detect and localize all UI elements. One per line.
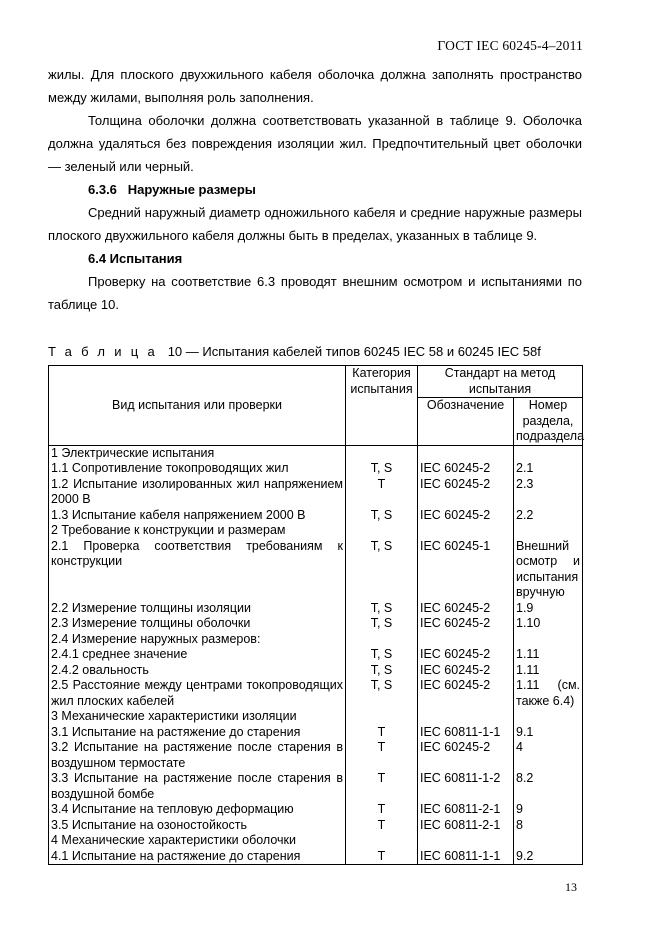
row-designation [418,833,514,849]
table-row [49,740,583,771]
row-test-name: 2.3 Измерение толщины оболочки [49,616,346,632]
table-row [49,663,583,679]
row-test-name: 2.4.1 среднее значение [49,647,346,663]
row-test-name: 3.3 Испытание на растяжение после старения в воздушной бомбе [49,771,346,802]
row-category: T, S [346,601,418,617]
header-designation: Обозначение [418,398,514,446]
table-caption [48,344,541,359]
table-row [49,833,583,849]
document-header: ГОСТ IEC 60245-4–2011 [437,38,583,53]
table-row [49,725,583,741]
row-test-name: 2.1 Проверка соответствия требованиям к конструкции [49,539,346,601]
row-designation: IEC 60811-2-1 [418,818,514,834]
table-row [49,802,583,818]
section-heading: 6.3.6 Наружные размеры [88,182,256,197]
table-row [49,632,583,648]
paragraph: жилы. Для плоского двухжильного кабеля оболочка должна заполнять пространство между жилами, выполняя роль заполнения. [48,67,582,105]
row-designation: IEC 60245-1 [418,539,514,601]
row-category: T, S [346,678,418,709]
row-category: T, S [346,647,418,663]
row-section [514,445,583,461]
row-category: T [346,818,418,834]
row-section: 2.2 [514,508,583,524]
row-section: 8.2 [514,771,583,802]
row-section: 1.10 [514,616,583,632]
row-test-name: 1.3 Испытание кабеля напряжением 2000 В [49,508,346,524]
header-category-cont [346,398,418,446]
body-text [48,63,582,316]
table-row [49,616,583,632]
row-designation: IEC 60245-2 [418,663,514,679]
row-designation: IEC 60811-1-1 [418,849,514,865]
row-section: 4 [514,740,583,771]
row-category [346,523,418,539]
paragraph: Средний наружный диаметр одножильного кабеля и средние наружные размеры плоского двухжильного кабеля должны быть в пределах, указанных в таблице 9. [48,205,582,243]
caption-text: 10 — Испытания кабелей типов 60245 IEC 58 и 60245 IEC 58f [164,344,541,359]
row-section: 9.2 [514,849,583,865]
row-designation: IEC 60245-2 [418,508,514,524]
row-category: T [346,802,418,818]
row-designation [418,445,514,461]
row-section [514,709,583,725]
table-row [49,849,583,865]
row-section: 9.1 [514,725,583,741]
row-designation: IEC 60811-1-1 [418,725,514,741]
row-category: T [346,725,418,741]
row-designation: IEC 60811-2-1 [418,802,514,818]
paragraph: Толщина оболочки должна соответствовать указанной в таблице 9. Оболочка должна удаляться без повреждения изоляции жил. Предпочтительный цвет оболочки — зеленый или черный. [48,113,582,174]
row-test-name: 2.5 Расстояние между центрами токопроводящих жил плоских кабелей [49,678,346,709]
table-row [49,539,583,601]
row-section: 8 [514,818,583,834]
row-designation: IEC 60245-2 [418,477,514,508]
caption-label: Таблица [48,344,165,359]
row-category: T, S [346,663,418,679]
row-section: 2.3 [514,477,583,508]
row-test-name: 3.4 Испытание на тепловую деформацию [49,802,346,818]
table-row [49,508,583,524]
header-test-type: Вид испытания или проверки [49,366,346,446]
row-test-name: 3.5 Испытание на озоностойкость [49,818,346,834]
row-test-name: 3.2 Испытание на растяжение после старения в воздушном термостате [49,740,346,771]
section-heading: 6.4 Испытания [88,251,183,266]
row-category: T, S [346,539,418,601]
row-designation [418,709,514,725]
row-section: 1.11 (см. также 6.4) [514,678,583,709]
paragraph: Проверку на соответствие 6.3 проводят внешним осмотром и испытаниями по таблице 10. [48,274,582,312]
row-test-name: 2.4 Измерение наружных размеров: [49,632,346,648]
table-row [49,709,583,725]
table-row [49,461,583,477]
row-test-name: 4 Механические характеристики оболочки [49,833,346,849]
table-row [49,601,583,617]
table-row [49,647,583,663]
row-section [514,523,583,539]
row-section: 1.9 [514,601,583,617]
row-designation: IEC 60245-2 [418,461,514,477]
row-category [346,833,418,849]
row-category: T [346,740,418,771]
row-section: 2.1 [514,461,583,477]
row-test-name: 2 Требование к конструкции и размерам [49,523,346,539]
header-standard: Стандарт на метод испытания [418,366,583,398]
header-section: Номер раздела, подраздела [514,398,583,446]
row-section: Внешний осмотр и испытания вручную [514,539,583,601]
row-designation: IEC 60811-1-2 [418,771,514,802]
row-designation: IEC 60245-2 [418,740,514,771]
row-test-name: 2.4.2 овальность [49,663,346,679]
row-category: T, S [346,461,418,477]
table-row [49,523,583,539]
row-category: T, S [346,508,418,524]
row-designation: IEC 60245-2 [418,678,514,709]
table-row [49,477,583,508]
row-section: 1.11 [514,647,583,663]
row-test-name: 2.2 Измерение толщины изоляции [49,601,346,617]
row-category: T, S [346,616,418,632]
table-row [49,818,583,834]
page-number: 13 [565,880,577,894]
row-test-name: 3 Механические характеристики изоляции [49,709,346,725]
table-row [49,678,583,709]
row-category [346,445,418,461]
tests-table [48,365,583,865]
row-designation [418,523,514,539]
row-designation: IEC 60245-2 [418,647,514,663]
row-test-name: 3.1 Испытание на растяжение до старения [49,725,346,741]
table-row [49,771,583,802]
row-designation [418,632,514,648]
row-section [514,833,583,849]
row-test-name: 1 Электрические испытания [49,445,346,461]
row-category [346,632,418,648]
row-test-name: 4.1 Испытание на растяжение до старения [49,849,346,865]
row-section [514,632,583,648]
row-category: T [346,477,418,508]
row-designation: IEC 60245-2 [418,601,514,617]
row-category [346,709,418,725]
table-row [49,445,583,461]
row-test-name: 1.2 Испытание изолированных жил напряжением 2000 В [49,477,346,508]
header-category: Категория испытания [346,366,418,398]
row-designation: IEC 60245-2 [418,616,514,632]
row-test-name: 1.1 Сопротивление токопроводящих жил [49,461,346,477]
row-section: 1.11 [514,663,583,679]
row-category: T [346,849,418,865]
row-section: 9 [514,802,583,818]
row-category: T [346,771,418,802]
